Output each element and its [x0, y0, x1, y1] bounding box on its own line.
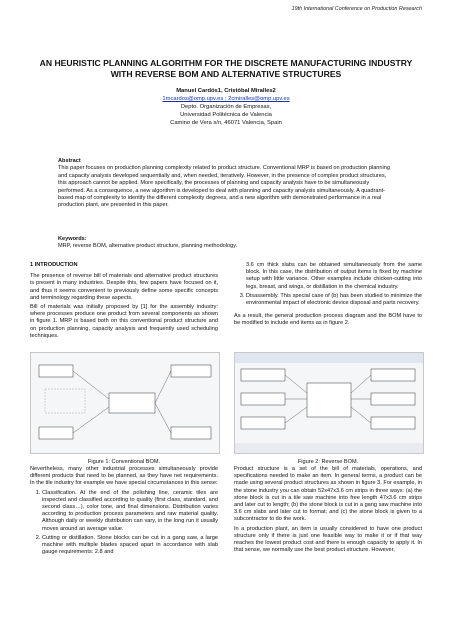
figure-1-caption: Figure 1: Conventional BOM.	[87, 459, 161, 465]
authors-block	[30, 87, 422, 127]
diagram-box	[171, 365, 211, 377]
diagram-box	[39, 427, 73, 439]
diagram-link	[285, 375, 307, 393]
department: Depto. Organización de Empresas,	[180, 104, 272, 110]
right-column-bottom	[234, 466, 422, 556]
diagram-box	[109, 393, 155, 413]
list-item: 2. Cutting or distillation. Stone blocks can be cut in a gang saw, a large machine with multiple blades spaced apart in accordance with slab gauge requirements: 2.8 and	[42, 535, 218, 557]
diagram-link	[351, 375, 371, 393]
diagram-link	[73, 407, 109, 433]
left-column-bottom	[30, 466, 218, 558]
diagram-box	[241, 393, 285, 405]
reverse-bom-diagram	[235, 353, 423, 453]
paper-title: AN HEURISTIC PLANNING ALGORITHM FOR THE DISCRETE MANUFACTURING INDUSTRY WITH REVERSE BOM AND ALTERNATIVE STRUCTURES	[39, 58, 413, 79]
window-statusbar	[235, 443, 423, 453]
numbered-list	[30, 490, 218, 557]
diagram-box	[307, 383, 351, 417]
diagram-box	[371, 369, 415, 381]
list-item: 3. Disassembly. This special case of (b) has been studied to minimize the environmental impact of electronic device disposal and parts recovery.	[246, 293, 422, 307]
keywords-heading: Keywords:	[58, 236, 87, 242]
numbered-list	[234, 293, 422, 307]
figure-2-diagram	[234, 352, 424, 454]
diagram-link	[155, 403, 171, 433]
keywords-text: MRP, reverse BOM, alternative product structure, planning methodology.	[58, 243, 238, 250]
intro-paragraph-2: Bill of materials was initially proposed by [1] for the assembly industry: where processes produce one product from several components as shown in figure 1. MRP is based both on this conventional product structure and on production planning, capacity analysis and frequently used scheduling techniques.	[30, 304, 218, 339]
abstract-heading: Abstract	[58, 158, 81, 164]
diagram-box	[241, 369, 285, 381]
intro-column	[30, 262, 218, 342]
diagram-link	[351, 407, 371, 423]
author-names: Manuel Cardós1, Cristóbal Miralles2	[176, 88, 276, 94]
diagram-link	[73, 371, 109, 399]
section-heading: 1 INTRODUCTION	[30, 262, 78, 268]
university: Universidad Politécnica de Valencia	[180, 112, 272, 118]
diagram-group	[45, 389, 85, 413]
diagram-link	[285, 407, 307, 423]
paragraph: In a production plant, an item is usually considered to have one product structure only if there is just one feasible way to make it or if that way reaches the lowest product cost and there is enough capacity to apply it. In that sense, we normally use the best product structure. However,	[234, 525, 422, 554]
abstract	[58, 158, 394, 210]
diagram-box	[371, 393, 415, 405]
diagram-box	[171, 427, 211, 439]
paragraph: As a result, the general production process diagram and the BOM have to be modified to include end items as in figure 2.	[234, 313, 422, 327]
conventional-bom-diagram	[31, 353, 219, 453]
abstract-text: This paper focuses on production planning complexity related to product structure. Conventional MRP is based on production planning and capacity analysis developed sequentially and, when needed, iteratively. However, in the presence of complex product structures, this approach cannot be applied. More specifically, the processes of planning and capacity analysis have to be simultaneously performed. As a consequence, a new algorithm is developed to deal with planning and capacity analysis simultaneously. A quadrant-based map of complexity to identify the different complexity degrees, and a new algorithm with demonstrated performance in a real production plant, are presented in this paper.	[58, 165, 390, 209]
diagram-box	[39, 365, 73, 377]
diagram-link	[155, 371, 171, 403]
figure-2-caption: Figure 2: Reverse BOM.	[297, 459, 359, 465]
intro-paragraph-1: The presence of reverse bill of materials and alternative product structures is present in many industries. Despite this, few papers have focused on it, and thus it seems convenient to previously define some specific concepts and terminology regarding these aspects.	[30, 273, 218, 301]
keywords	[58, 236, 394, 251]
list-continuation: 3.6 cm thick slabs can be obtained simultaneously from the same block. In this case, the distribution of output items is fixed by machine setup with little variance. Other examples include chicken-cutting into legs, breast, and wings, or distillation in the chemical industry.	[246, 262, 422, 290]
window-titlebar	[235, 353, 423, 363]
diagram-box	[241, 417, 285, 429]
paragraph: Nevertheless, many other industrial processes simultaneously provide different products that need to be planned, as they have net requirements. In the tile industry for example we have special circumstances in this sense:	[30, 466, 218, 487]
author-emails[interactable]: 1mcardos@omp.upv.es ; 2cmiralles@omp.upv.es	[162, 96, 290, 102]
figure-1-diagram	[30, 352, 220, 454]
paragraph: Product structure is a set of the bill of materials, operations, and specifications needed to make an item. In general terms, a product can be made using several product structures as shown in figure 3. For example, in the stone industry you can obtain 52x47x3.6 cm strips in three ways: (a) the stone block is cut in a tile saw machine into free length 47x3.6 cm strips and later cut to length; (b) the stone block is cut in a gang saw machine into 3.6 cm slabs and later cut to format; and (c) the stone block is given to a subcontractor to do the work.	[234, 466, 422, 523]
diagram-box	[371, 417, 415, 429]
right-column-top	[234, 262, 422, 330]
list-item: 1. Classification. At the end of the polishing line, ceramic tiles are inspected and classified according to quality (first class, standard, and second class…), color tone, and final dimensions. Distribution varies according to production process parameters and raw material quality. Although daily or weekly distribution can vary, in the long run it usually moves around an average value.	[42, 490, 218, 533]
conference-header: 19th International Conference on Production Research	[291, 6, 422, 12]
address: Camino de Vera s/n, 46071 Valencia, Spain	[170, 120, 282, 126]
